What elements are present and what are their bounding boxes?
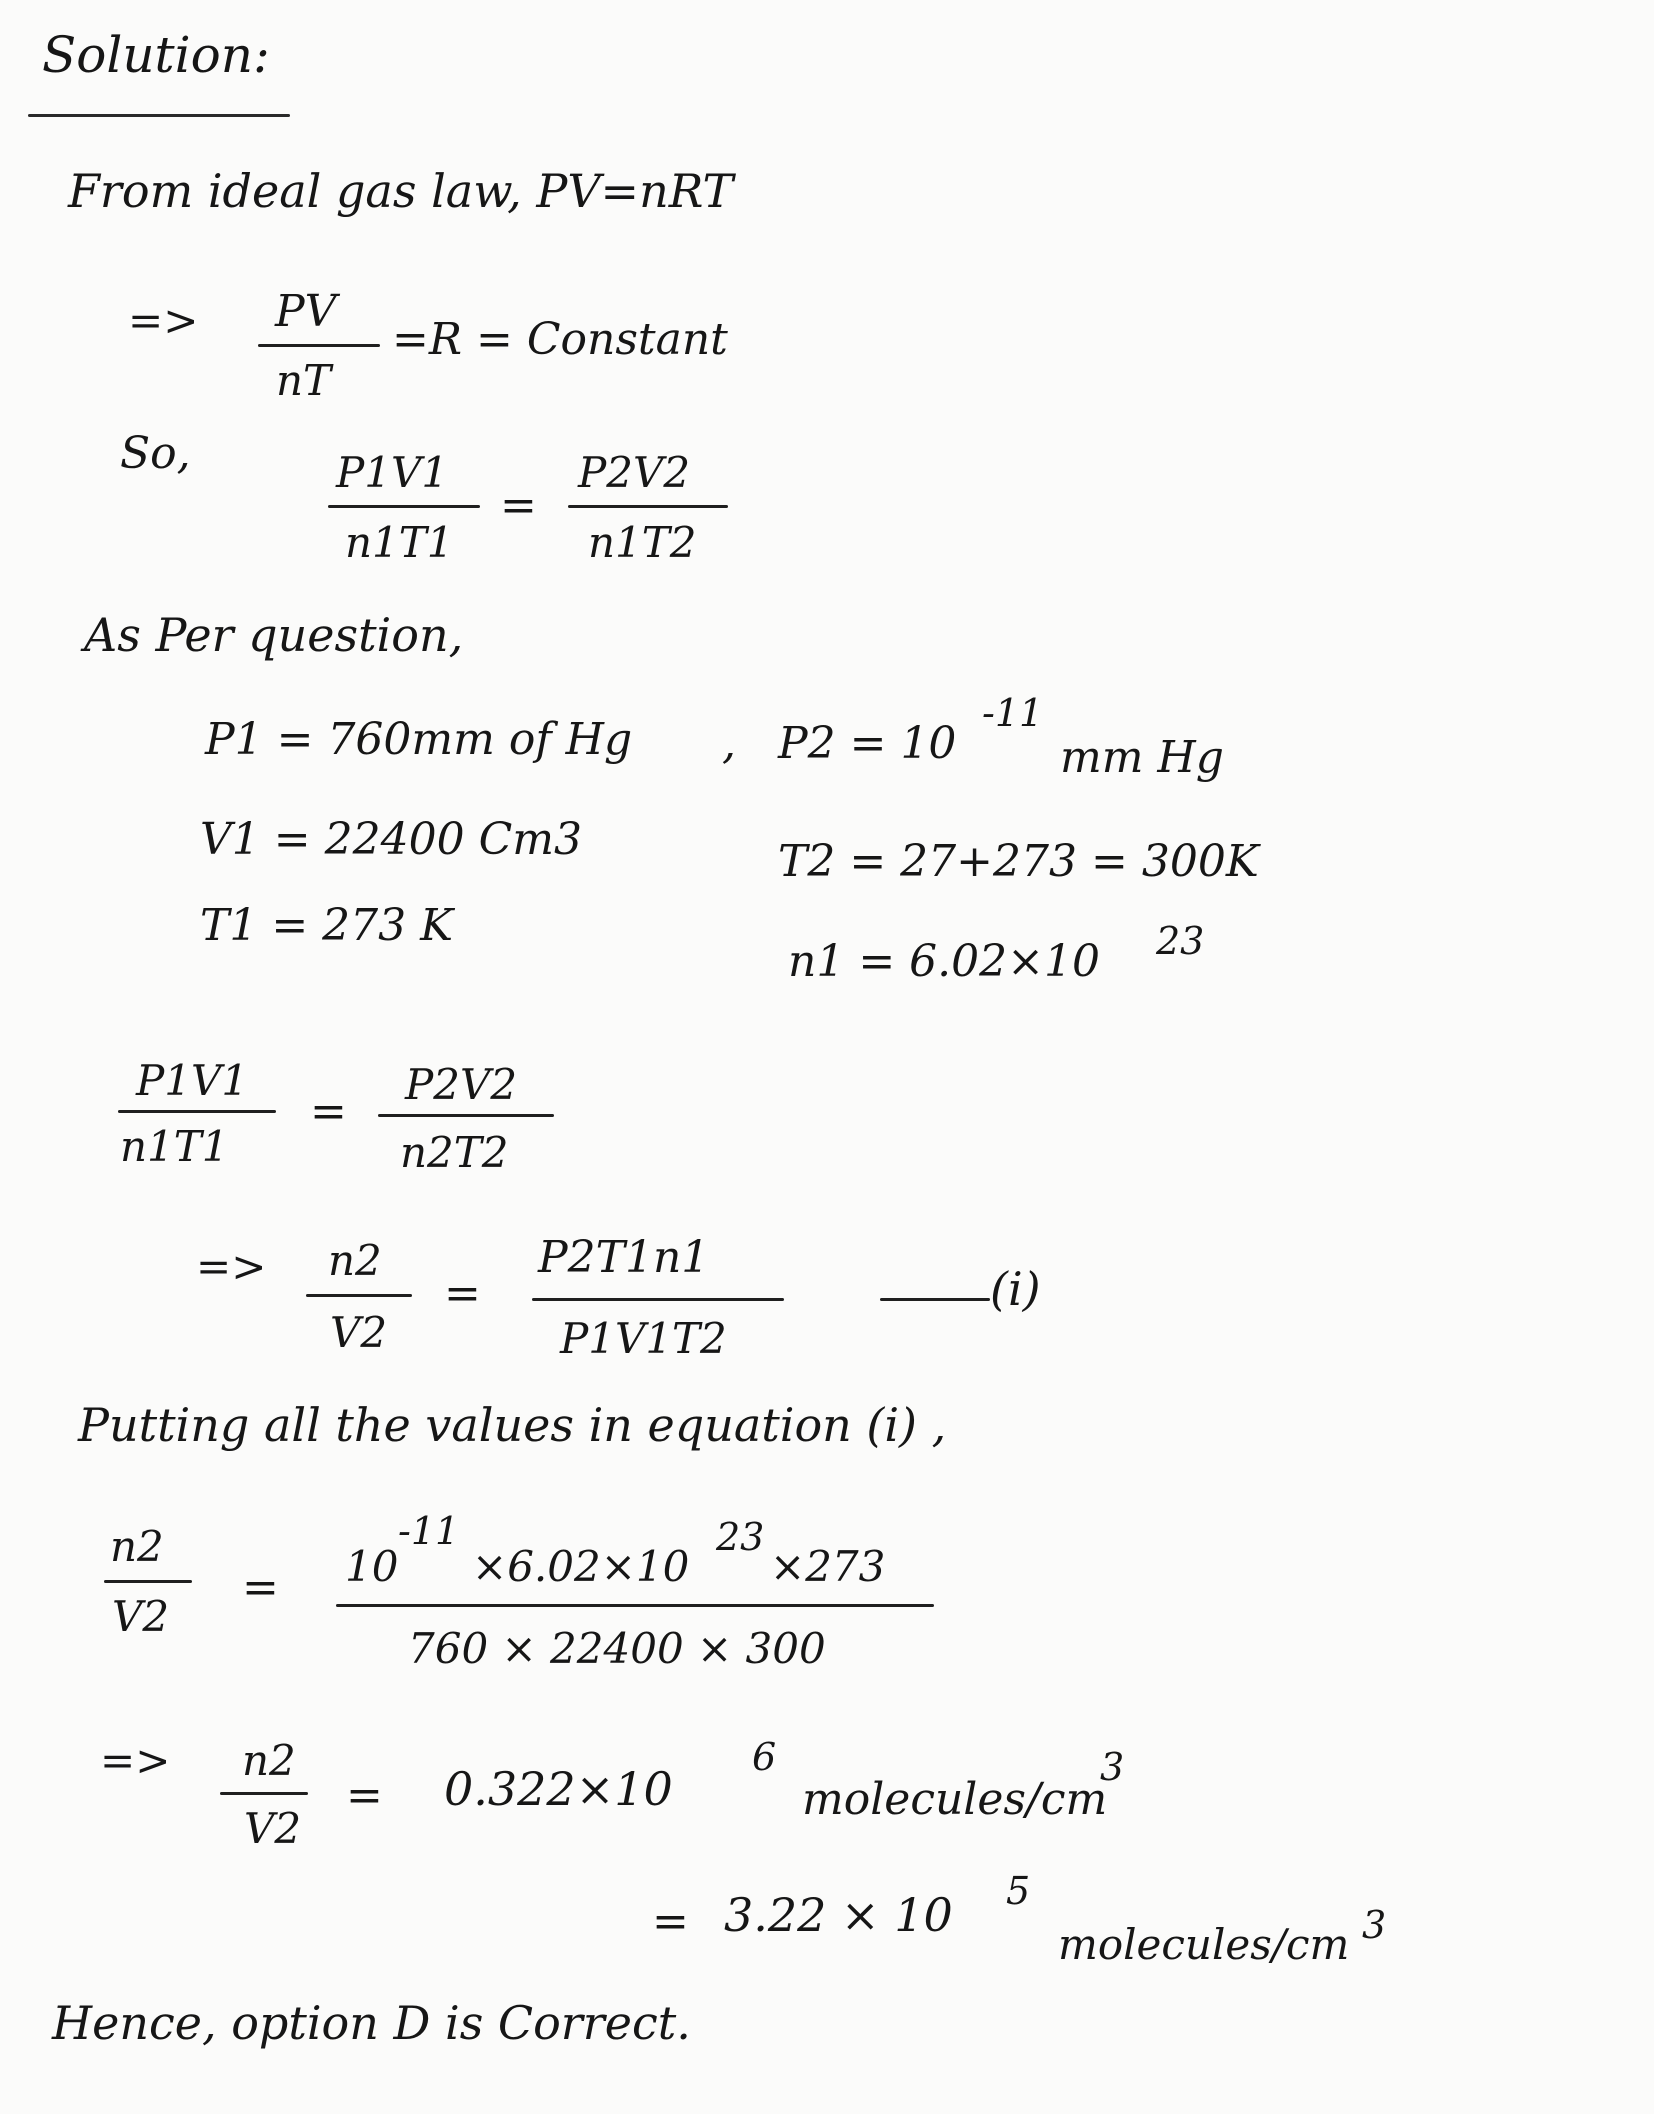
step1-fraction-line: [258, 344, 380, 347]
eq4-left-fraction-line: [306, 1294, 412, 1297]
step2-left-denominator: n1T1: [345, 518, 454, 567]
step2-right-denominator: n1T2: [588, 518, 697, 567]
eq4-left-numerator: n2: [328, 1236, 382, 1285]
eq6-unit: molecules/cm: [802, 1774, 1108, 1825]
eq3-right-fraction-line: [378, 1114, 554, 1117]
eq4-right-fraction-line: [532, 1298, 784, 1301]
eq5-numerator-avogadro: ×6.02×10: [472, 1542, 690, 1591]
given-n1: n1 = 6.02×10: [788, 936, 1100, 987]
step1-numerator: PV: [275, 286, 337, 337]
putting-values-line: Putting all the values in equation (i) ,: [78, 1398, 947, 1452]
eq6-left-fraction-line: [220, 1792, 308, 1795]
eq7-value-exponent: 5: [1006, 1869, 1031, 1913]
so-label: So,: [120, 428, 191, 479]
eq3-right-numerator: P2V2: [405, 1060, 518, 1109]
step1-rhs: =R = Constant: [392, 314, 728, 365]
eq5-numerator-base: 10: [345, 1542, 399, 1591]
eq5-right-fraction-line: [336, 1604, 934, 1607]
eq5-equals: =: [242, 1562, 279, 1613]
eq5-left-numerator: n2: [110, 1522, 164, 1571]
equation-reference-dash: [880, 1298, 990, 1301]
given-v1: V1 = 22400 Cm3: [200, 814, 582, 865]
given-p2-exponent: -11: [982, 691, 1044, 735]
eq5-numerator-base-exponent: -11: [398, 1509, 460, 1553]
implies-arrow-2: =>: [196, 1242, 267, 1291]
eq3-right-denominator: n2T2: [400, 1128, 509, 1177]
conclusion-line: Hence, option D is Correct.: [52, 1996, 691, 2050]
eq4-equals: =: [444, 1268, 481, 1319]
eq7-unit-exponent: 3: [1362, 1903, 1387, 1947]
step1-denominator: nT: [276, 356, 332, 405]
given-p2: P2 = 10: [778, 718, 957, 769]
given-t2: T2 = 27+273 = 300K: [778, 836, 1259, 887]
eq4-right-numerator: P2T1n1: [538, 1232, 710, 1283]
eq6-equals: =: [346, 1770, 383, 1821]
step2-right-numerator: P2V2: [578, 448, 691, 497]
heading-underline: [28, 114, 290, 117]
eq3-equals: =: [310, 1086, 347, 1137]
eq3-left-numerator: P1V1: [136, 1056, 249, 1105]
given-n1-exponent: 23: [1156, 919, 1205, 963]
equation-reference-label: (i): [990, 1262, 1041, 1316]
eq5-left-fraction-line: [104, 1580, 192, 1583]
given-p2-unit: mm Hg: [1060, 732, 1224, 783]
ideal-gas-law-line: From ideal gas law, PV=nRT: [68, 164, 734, 218]
eq3-left-denominator: n1T1: [120, 1122, 229, 1171]
step2-left-fraction-line: [328, 505, 480, 508]
given-p1: P1 = 760mm of Hg: [205, 714, 633, 765]
implies-arrow-1: =>: [128, 296, 199, 345]
eq6-value-exponent: 6: [752, 1735, 777, 1779]
eq4-left-denominator: V2: [330, 1308, 388, 1357]
eq7-unit: molecules/cm: [1058, 1920, 1350, 1969]
step2-right-fraction-line: [568, 505, 728, 508]
eq5-denominator: 760 × 22400 × 300: [408, 1624, 826, 1673]
solution-heading: Solution:: [42, 26, 270, 84]
eq4-right-denominator: P1V1T2: [560, 1314, 727, 1363]
given-separator-comma: ,: [722, 718, 736, 769]
eq3-left-fraction-line: [118, 1110, 276, 1113]
eq6-value: 0.322×10: [444, 1762, 673, 1816]
step2-left-numerator: P1V1: [336, 448, 449, 497]
eq6-unit-exponent: 3: [1100, 1745, 1125, 1789]
eq6-left-denominator: V2: [244, 1804, 302, 1853]
eq6-left-numerator: n2: [242, 1736, 296, 1785]
eq5-numerator-avogadro-exponent: 23: [716, 1515, 765, 1559]
eq7-equals: =: [652, 1896, 689, 1947]
step2-equals: =: [500, 480, 537, 531]
eq5-left-denominator: V2: [112, 1592, 170, 1641]
given-t1: T1 = 273 K: [200, 900, 454, 951]
eq5-numerator-temperature: ×273: [770, 1542, 886, 1591]
eq7-value: 3.22 × 10: [724, 1888, 953, 1942]
as-per-question-label: As Per question,: [84, 608, 464, 662]
implies-arrow-3: =>: [100, 1736, 171, 1785]
